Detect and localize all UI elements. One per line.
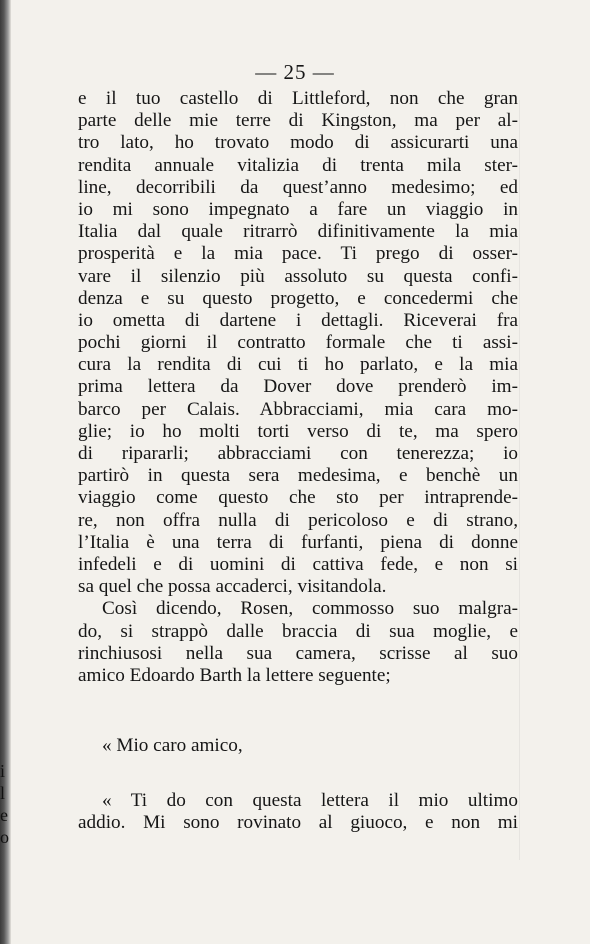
text-line: l’Italia è una terra di furfanti, piena di donne (78, 531, 518, 553)
text-line: amico Edoardo Barth la lettere seguente; (78, 664, 391, 686)
text-line: re, non offra nulla di pericoloso e di strano, (78, 509, 518, 531)
text-line: infedeli e di uomini di cattiva fede, e non si (78, 553, 518, 575)
text-line: rendita annuale vitalizia di trenta mila ster- (78, 154, 518, 176)
text-line: denza e su questo progetto, e concedermi che (78, 287, 518, 309)
spine-edge-letters (0, 760, 11, 848)
text-line: Italia dal quale ritrarrò difinitivamente la mia (78, 221, 518, 243)
page-number: — 25 — (255, 60, 335, 84)
paragraph-start-line: Così dicendo, Rosen, commosso suo malgra- (102, 598, 518, 620)
salutation-line: « Mio caro amico, (102, 735, 243, 756)
text-line: io mi sono impegnato a fare un viaggio in (78, 198, 518, 220)
text-line: pochi giorni il contratto formale che ti assi- (78, 332, 518, 354)
text-line: di ripararli; abbracciami con tenerezza; io (78, 443, 518, 464)
text-line: e il tuo castello di Littleford, non che gran (78, 88, 518, 109)
text-line: prosperità e la mia pace. Ti prego di osser- (78, 243, 518, 265)
text-line: partirò in questa sera medesima, e benchè un (78, 465, 518, 487)
text-line: do, si strappò dalle braccia di sua moglie, e (78, 620, 518, 642)
show-through-area (519, 100, 590, 860)
body-text (78, 88, 518, 687)
text-line: line, decorribili da quest’anno medesimo; ed (78, 176, 518, 198)
letter-body (78, 790, 518, 834)
spine-mark: o (0, 827, 9, 847)
text-line: rinchiusosi nella sua camera, scrisse al suo (78, 642, 518, 664)
text-line: tro lato, ho trovato modo di assicurarti una (78, 132, 518, 154)
letter-line: addio. Mi sono rovinato al giuoco, e non mi (78, 812, 518, 834)
spine-mark: e (0, 805, 8, 825)
text-line: prima lettera da Dover dove prenderò im- (78, 376, 518, 398)
text-line: sa quel che possa accaderci, visitandola. (78, 576, 387, 598)
text-line: vare il silenzio più assoluto su questa confi- (78, 265, 518, 287)
text-line: barco per Calais. Abbracciami, mia cara mo- (78, 398, 518, 420)
text-line: parte delle mie terre di Kingston, ma per al- (78, 110, 518, 132)
text-line: io ometta di dartene i dettagli. Riceverai fra (78, 309, 518, 331)
letter-line: « Ti do con questa lettera il mio ultimo (102, 790, 518, 811)
text-line: cura la rendita di cui ti ho parlato, e la mia (78, 354, 518, 376)
spine-mark: i (0, 761, 6, 781)
text-line: glie; io ho molti torti verso di te, ma spero (78, 420, 518, 442)
text-line: viaggio come questo che sto per intraprende- (78, 487, 518, 509)
spine-mark: l (0, 783, 6, 803)
letter-salutation (78, 735, 518, 757)
